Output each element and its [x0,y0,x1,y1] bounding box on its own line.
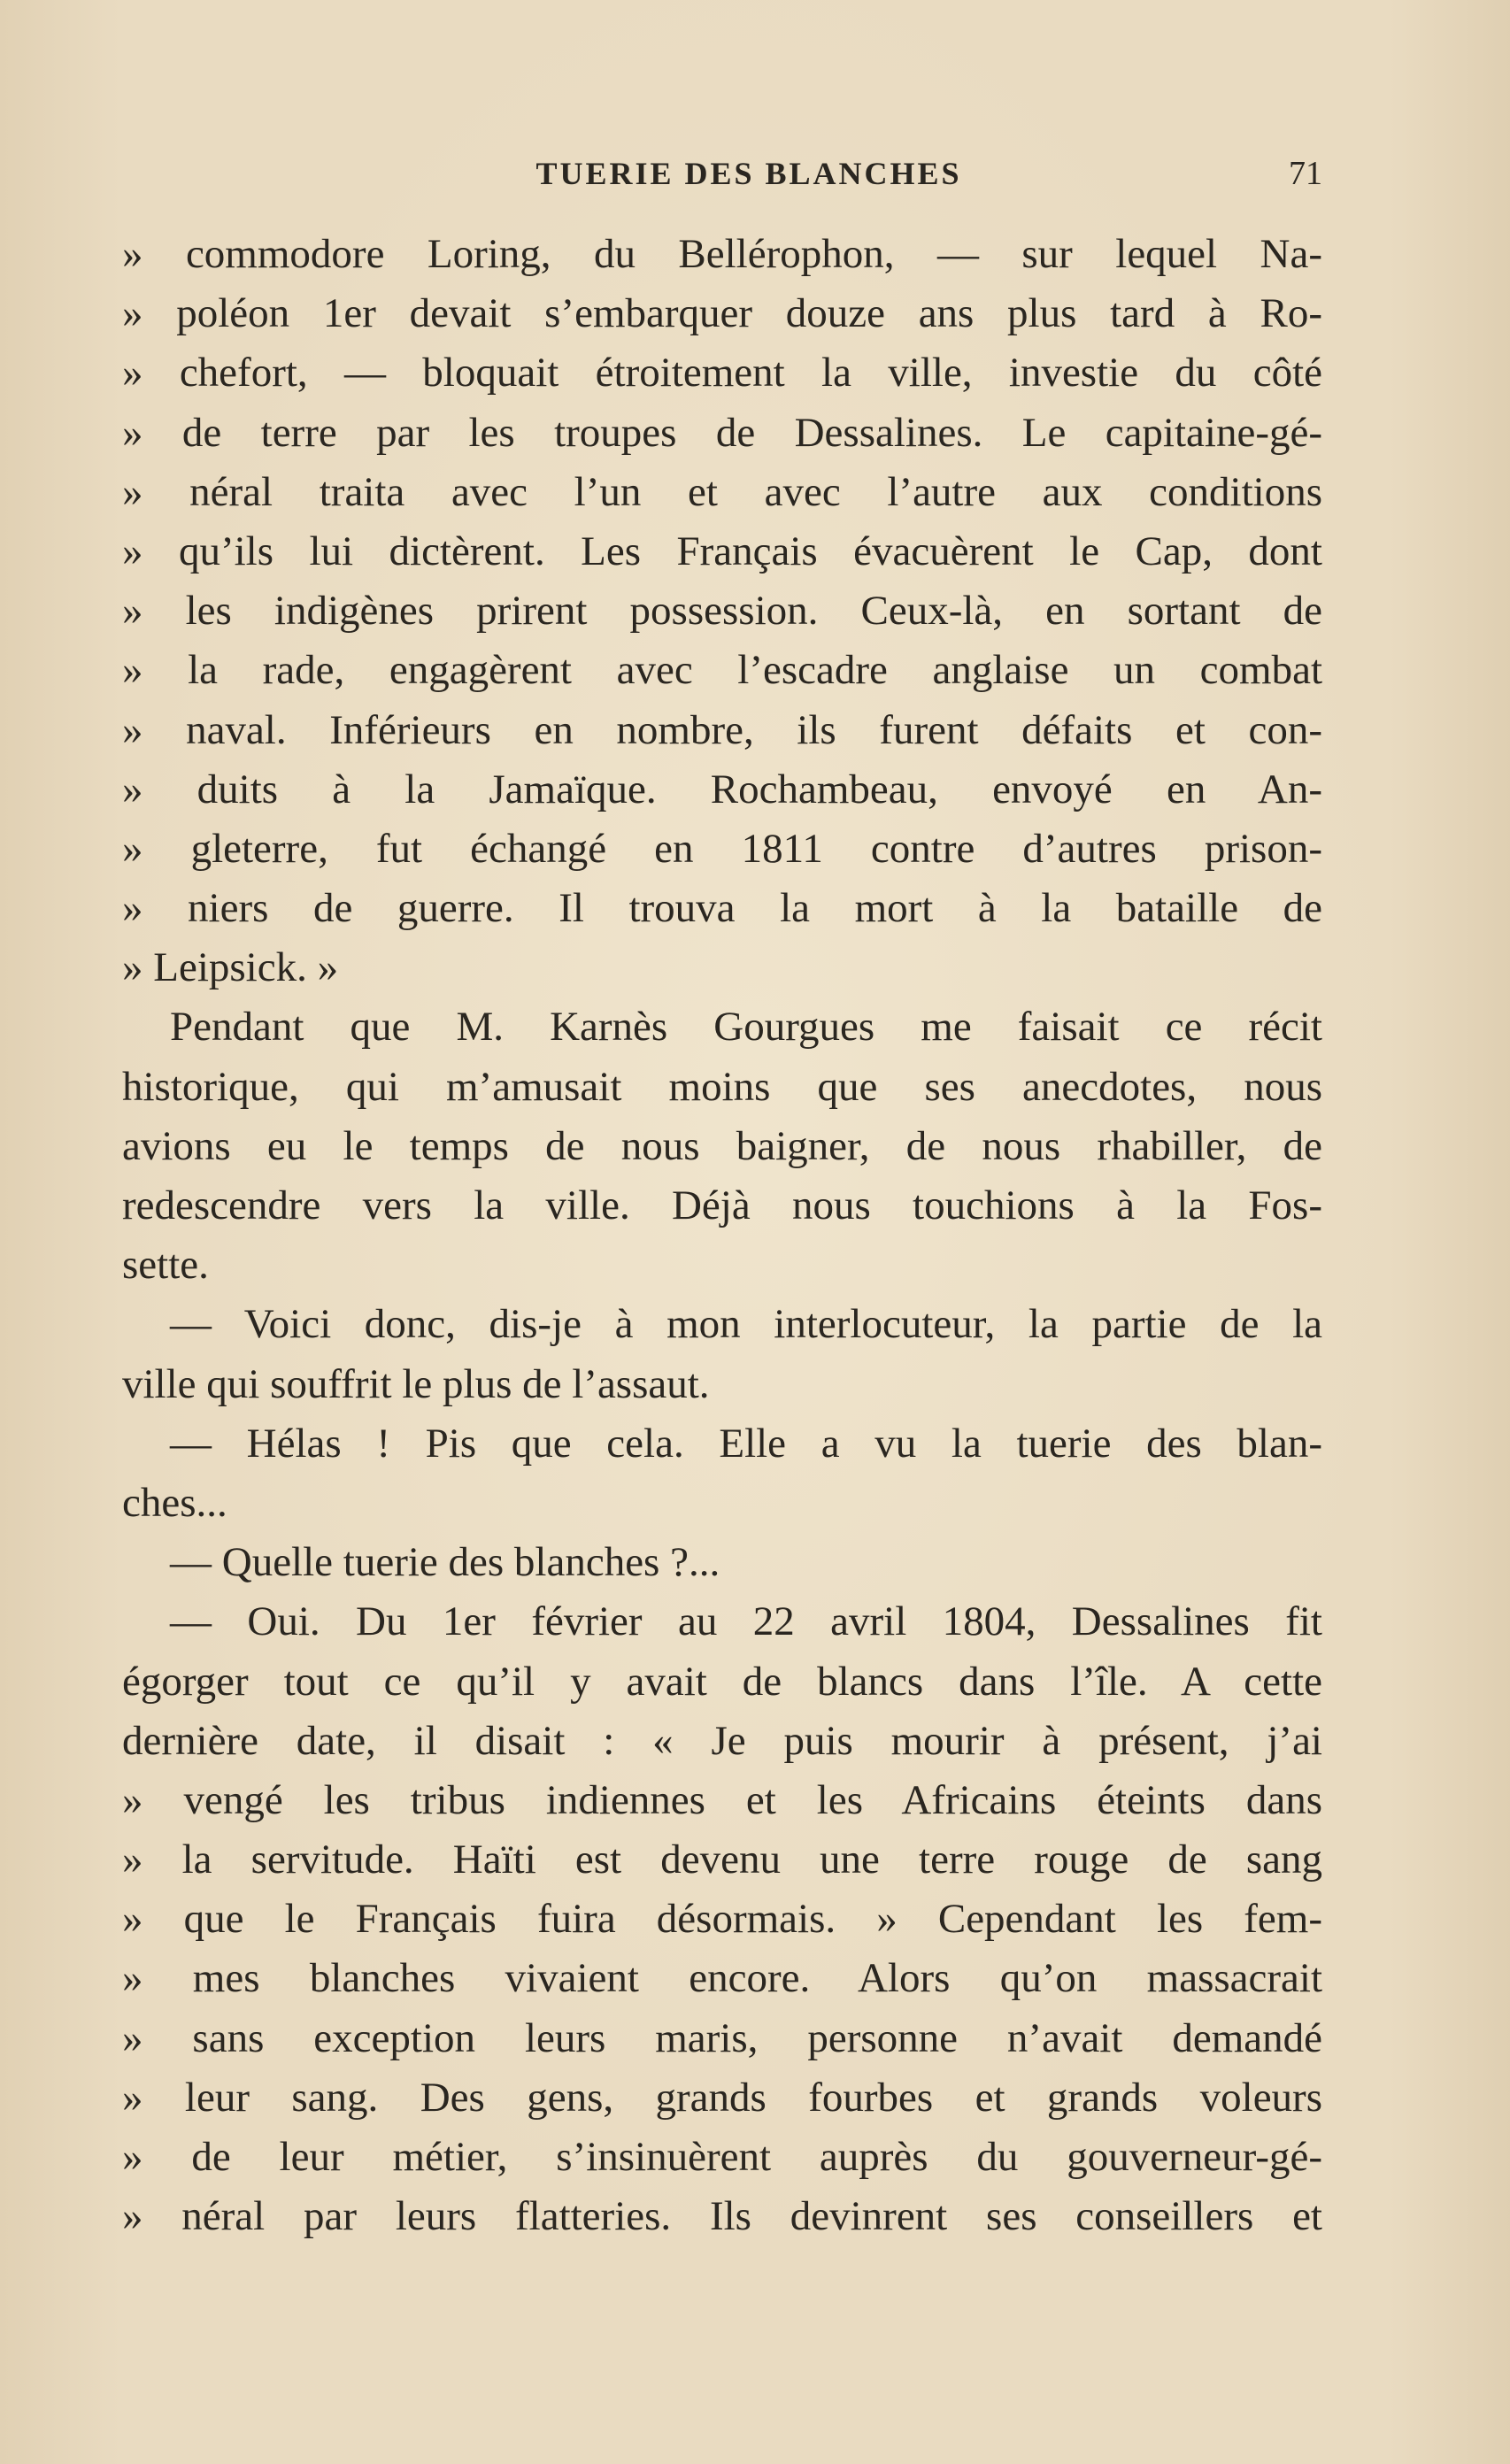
text-line: » les indigènes prirent possession. Ceux-là, en sortant de [122,588,1322,635]
text-line: » chefort, — bloquait étroitement la ville, investie du côté [122,350,1322,397]
text-line: » mes blanches vivaient encore. Alors qu’on massacrait [122,1955,1322,2002]
dialogue-line: — Oui. Du 1er février au 22 avril 1804, Dessalines fit [170,1598,1322,1645]
text-line: ches... [122,1479,227,1526]
dialogue-line: — Voici donc, dis-je à mon interlocuteur, la partie de la [170,1301,1322,1348]
paragraph-start-line: Pendant que M. Karnès Gourgues me faisait ce récit [170,1004,1322,1051]
text-line: égorger tout ce qu’il y avait de blancs dans l’île. A cette [122,1658,1322,1705]
text-line: » néral traita avec l’un et avec l’autre aux conditions [122,468,1322,515]
text-line: » Leipsick. » [122,944,339,991]
text-line: » commodore Loring, du Bellérophon, — sur lequel Na- [122,231,1322,277]
text-line: » niers de guerre. Il trouva la mort à la bataille de [122,885,1322,932]
text-line: » la servitude. Haïti est devenu une terre rouge de sang [122,1836,1322,1883]
running-title: TUERIE DES BLANCHES [535,156,962,191]
text-line: dernière date, il disait : « Je puis mourir à présent, j’ai [122,1717,1322,1764]
text-line: redescendre vers la ville. Déjà nous touchions à la Fos- [122,1182,1322,1228]
text-line: historique, qui m’amusait moins que ses anecdotes, nous [122,1063,1322,1110]
text-line: » de leur métier, s’insinuèrent auprès du gouverneur-gé- [122,2134,1322,2180]
text-line: » duits à la Jamaïque. Rochambeau, envoyé en An- [122,766,1322,812]
text-line: avions eu le temps de nous baigner, de nous rhabiller, de [122,1122,1322,1169]
text-line: » que le Français fuira désormais. » Cependant les fem- [122,1896,1322,1943]
text-line: » néral par leurs flatteries. Ils devinrent ses conseillers et [122,2193,1322,2240]
page-number: 71 [1289,155,1322,192]
dialogue-line: — Hélas ! Pis que cela. Elle a vu la tuerie des blan- [170,1420,1322,1467]
text-line: » poléon 1er devait s’embarquer douze ans plus tard à Ro- [122,290,1322,337]
dialogue-line: — Quelle tuerie des blanches ?... [170,1539,720,1586]
text-line: sette. [122,1242,209,1289]
text-line: » la rade, engagèrent avec l’escadre anglaise un combat [122,647,1322,694]
text-line: » gleterre, fut échangé en 1811 contre d’autres prison- [122,825,1322,872]
text-line: » sans exception leurs maris, personne n’avait demandé [122,2014,1322,2061]
running-header [122,150,1322,196]
body-text [122,225,1322,2246]
text-line: » de terre par les troupes de Dessalines. Le capitaine-gé- [122,409,1322,456]
text-line: » leur sang. Des gens, grands fourbes et grands voleurs [122,2074,1322,2121]
text-line: » naval. Inférieurs en nombre, ils furent défaits et con- [122,706,1322,753]
text-line: » vengé les tribus indiennes et les Africains éteints dans [122,1776,1322,1823]
text-line: » qu’ils lui dictèrent. Les Français évacuèrent le Cap, dont [122,527,1322,574]
text-line: ville qui souffrit le plus de l’assaut. [122,1360,710,1407]
